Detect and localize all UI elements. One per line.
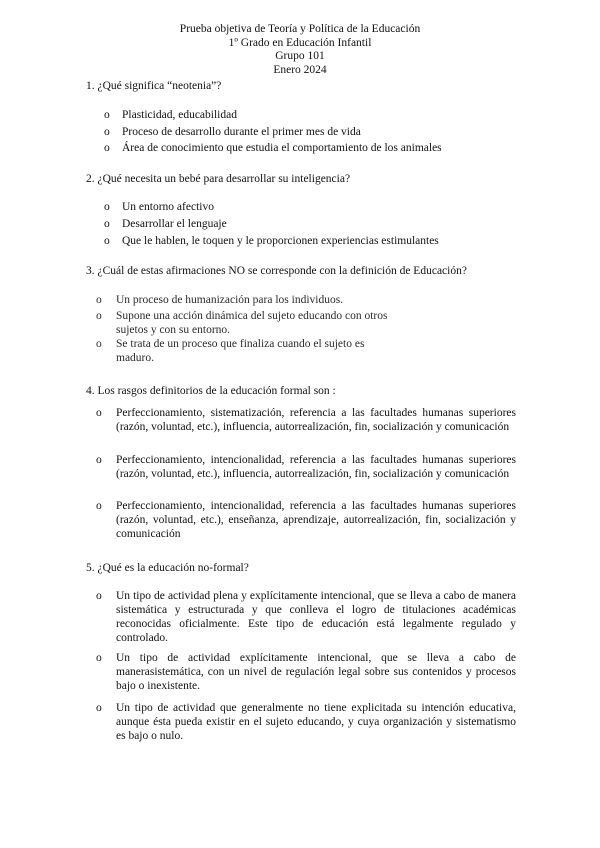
bullet-icon: o	[104, 235, 110, 247]
exam-title: Prueba objetiva de Teoría y Política de la Educación	[179, 23, 421, 35]
bullet-icon: o	[96, 310, 102, 322]
question-5-option-3: o Un tipo de actividad que generalmente no tiene explicitada su intención educativa, aunque ésta pueda existir en el sujeto educando, y cuya organización y sistematismo es bajo o nulo.	[96, 702, 516, 742]
question-1-option-1: o Plasticidad, educabilidad	[104, 109, 237, 121]
question-2-option-3: o Que le hablen, le toquen y le proporcionen experiencias estimulantes	[104, 235, 439, 247]
question-4-option-3: o Perfeccionamiento, intencionalidad, referencia a las facultades humanas superiores (razón, voluntad, etc.), enseñanza, aprendizaje, autorrealización, fin, socialización y comunicación	[96, 500, 516, 540]
question-5: 5. ¿Qué es la educación no-formal?	[86, 562, 249, 574]
question-4-option-1: o Perfeccionamiento, sistematización, referencia a las facultades humanas superiores (razón, voluntad, etc.), influencia, autorrealización, fin, socialización y comunicación	[96, 407, 516, 433]
bullet-icon: o	[104, 126, 110, 138]
bullet-icon: o	[104, 218, 110, 230]
question-1-option-2: o Proceso de desarrollo durante el primer mes de vida	[104, 126, 361, 138]
question-4-option-2: o Perfeccionamiento, intencionalidad, referencia a las facultades humanas superiores (razón, voluntad, etc.), influencia, autorrealización, fin, socialización y comunicación	[96, 454, 516, 480]
question-2-option-1: o Un entorno afectivo	[104, 201, 214, 213]
bullet-icon: o	[96, 702, 102, 714]
group-number: Grupo 101	[275, 50, 325, 62]
question-3-option-3: o Se trata de un proceso que finaliza cuando el sujeto es maduro.	[96, 338, 365, 364]
question-1: 1. ¿Qué significa “neotenia”?	[86, 80, 222, 92]
question-3: 3. ¿Cuál de estas afirmaciones NO se corresponde con la definición de Educación?	[86, 265, 467, 277]
bullet-icon: o	[96, 338, 102, 350]
document-header	[0, 23, 600, 77]
bullet-icon: o	[96, 294, 102, 306]
exam-date: Enero 2024	[273, 63, 327, 76]
question-3-option-1: o Un proceso de humanización para los individuos.	[96, 294, 344, 306]
question-2-option-2: o Desarrollar el lenguaje	[104, 218, 227, 230]
bullet-icon: o	[104, 142, 110, 154]
question-3-option-2: o Supone una acción dinámica del sujeto educando con otros sujetos y con su entorno.	[96, 310, 388, 336]
bullet-icon: o	[96, 454, 102, 466]
course-name: 1º Grado en Educación Infantil	[228, 36, 372, 49]
question-5-option-2: o Un tipo de actividad explícitamente intencional, que se lleva a cabo de manerasistemática, con un nivel de regulación legal sobre sus contenidos y procesos bajo o inexistente.	[96, 652, 516, 692]
question-2: 2. ¿Qué necesita un bebé para desarrollar su inteligencia?	[86, 173, 351, 185]
bullet-icon: o	[104, 201, 110, 213]
question-1-option-3: o Área de conocimiento que estudia el comportamiento de los animales	[104, 142, 442, 154]
question-5-option-1: o Un tipo de actividad plena y explícitamente intencional, que se lleva a cabo de manera sistemática y estructurada y que conlleva el logro de titulaciones académicas reconocidas oficialmente. Este tipo de educación está legalmente regulado y controlado.	[96, 590, 516, 644]
bullet-icon: o	[96, 500, 102, 512]
bullet-icon: o	[104, 109, 110, 121]
question-4: 4. Los rasgos definitorios de la educación formal son :	[86, 385, 336, 397]
bullet-icon: o	[96, 407, 102, 419]
bullet-icon: o	[96, 652, 102, 664]
bullet-icon: o	[96, 590, 102, 602]
